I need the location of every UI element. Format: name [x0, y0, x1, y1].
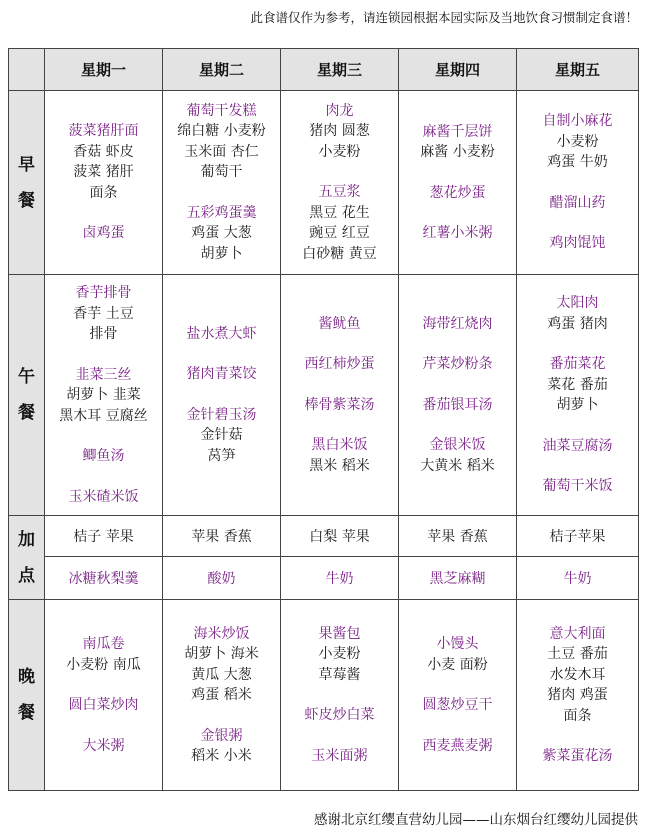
ingredient-line: 小麦粉 [318, 143, 361, 160]
dinner-row [9, 600, 639, 791]
dish-name: 盐水煮大虾 [186, 325, 257, 342]
credit-note: 感谢北京红缨直营幼儿园——山东烟台红缨幼儿园提供 [314, 812, 638, 828]
lunch-cell [45, 275, 163, 516]
dish-name: 金针碧玉汤 [186, 406, 257, 423]
dish-name: 葱花炒蛋 [429, 184, 486, 201]
ingredient-line: 排骨 [89, 326, 118, 342]
dish-name: 大米粥 [82, 737, 125, 754]
dish-name: 金银粥 [200, 727, 243, 744]
ingredient-line: 黑米 稻米 [309, 457, 370, 474]
dish-name: 玉米面粥 [311, 747, 368, 764]
breakfast-cell [399, 91, 517, 275]
ingredient-line: 小麦粉 [556, 133, 599, 150]
dish-name: 卤鸡蛋 [82, 225, 125, 242]
ingredient-line: 土豆 番茄 [547, 646, 608, 662]
dish-name: 棒骨紫菜汤 [304, 396, 375, 413]
ingredient-line: 水发木耳 [549, 666, 606, 683]
breakfast-cell [163, 91, 281, 275]
ingredient-line: 大黄米 稻米 [420, 457, 495, 474]
day-header: 星期五 [517, 49, 639, 91]
ingredient-line: 菜花 番茄 [547, 376, 608, 393]
ingredient-line: 莴笋 [207, 447, 236, 464]
dish-name: 圆白菜炒肉 [68, 697, 139, 713]
header-corner [9, 49, 45, 91]
dish-name: 虾皮炒白菜 [304, 707, 375, 724]
ingredient-line: 香菇 虾皮 [73, 143, 134, 160]
dish-name: 韭菜三丝 [75, 366, 132, 383]
snack-fruit-cell: 白梨 苹果 [281, 516, 399, 557]
ingredient-line: 猪肉 鸡蛋 [547, 687, 608, 703]
lunch-cell [163, 275, 281, 516]
dinner-cell [399, 600, 517, 791]
snack-drink-row [9, 557, 639, 600]
ingredient-line: 玉米面 杏仁 [184, 143, 259, 160]
breakfast-cell [517, 91, 639, 275]
breakfast-cell [45, 91, 163, 275]
dish-name: 西麦燕麦粥 [422, 737, 493, 754]
dish-name: 海米炒饭 [193, 625, 250, 642]
dish-name: 酱鱿鱼 [318, 315, 361, 332]
snack-drink-cell: 牛奶 [281, 557, 399, 600]
lunch-cell [399, 275, 517, 516]
dish-name: 西红柿炒蛋 [304, 356, 375, 373]
dinner-cell [517, 600, 639, 791]
meal-label-breakfast [9, 91, 45, 275]
day-header: 星期二 [163, 49, 281, 91]
snack-fruit-cell: 桔子苹果 [517, 516, 639, 557]
dish-name: 葡萄干发糕 [186, 102, 257, 119]
lunch-row [9, 275, 639, 516]
ingredient-line: 豌豆 红豆 [309, 225, 370, 242]
ingredient-line: 鸡蛋 大葱 [191, 225, 252, 242]
ingredient-line: 胡萝卜 海米 [184, 646, 259, 662]
ingredient-line: 小麦 面粉 [427, 656, 488, 673]
dish-name: 黑白米饭 [311, 437, 368, 454]
dish-name: 红薯小米粥 [422, 225, 493, 241]
ingredient-line: 鸡蛋 猪肉 [547, 315, 608, 332]
meal-label-dinner [9, 600, 45, 791]
dish-name: 菠菜猪肝面 [68, 123, 139, 140]
ingredient-line: 麻酱 小麦粉 [420, 144, 495, 160]
dish-name: 猪肉青菜饺 [186, 366, 257, 383]
ingredient-line: 稻米 小米 [191, 748, 252, 764]
snack-drink-cell: 冰糖秋梨羹 [45, 557, 163, 600]
ingredient-line: 香芋 土豆 [73, 305, 134, 322]
dish-name: 番茄银耳汤 [422, 396, 493, 413]
weekly-menu-table [8, 48, 639, 791]
ingredient-line: 绵白糖 小麦粉 [177, 123, 266, 140]
ingredient-line: 猪肉 圆葱 [309, 123, 370, 140]
dish-name: 芹菜炒粉条 [422, 356, 493, 373]
dish-name: 鸡肉馄饨 [549, 235, 606, 252]
dish-name: 海带红烧肉 [422, 315, 493, 332]
lunch-cell [281, 275, 399, 516]
snack-drink-cell: 酸奶 [163, 557, 281, 600]
meal-label-text: 晚 餐 [18, 667, 35, 723]
dish-name: 南瓜卷 [82, 636, 125, 652]
day-header: 星期四 [399, 49, 517, 91]
ingredient-line: 葡萄干 [200, 164, 243, 181]
meal-label-lunch [9, 275, 45, 516]
meal-label-snack [9, 516, 45, 600]
ingredient-line: 白砂糖 黄豆 [302, 245, 377, 262]
dish-name: 太阳肉 [556, 295, 599, 312]
snack-fruit-cell: 桔子 苹果 [45, 516, 163, 557]
dish-name: 油菜豆腐汤 [542, 437, 613, 454]
ingredient-line: 胡萝卜 [556, 397, 599, 414]
meal-label-text: 早 餐 [18, 154, 35, 211]
ingredient-line: 胡萝卜 [200, 245, 243, 262]
dish-name: 醋溜山药 [549, 194, 606, 211]
dinner-cell [163, 600, 281, 791]
snack-drink-cell: 牛奶 [517, 557, 639, 600]
meal-label-text: 加 点 [18, 529, 35, 586]
snack-fruit-cell: 苹果 香蕉 [163, 516, 281, 557]
dish-name: 鲫鱼汤 [82, 448, 125, 464]
ingredient-line: 黑木耳 豆腐丝 [59, 407, 148, 424]
ingredient-line: 鸡蛋 稻米 [191, 687, 252, 703]
dish-name: 五豆浆 [318, 184, 361, 201]
dish-name: 小馒头 [436, 636, 479, 652]
disclaimer-note: 此食谱仅作为参考，请连锁园根据本园实际及当地饮食习惯制定食谱！ [250, 10, 638, 25]
dish-name: 番茄菜花 [549, 356, 606, 373]
dish-name: 紫菜蛋花汤 [542, 748, 613, 764]
snack-fruit-row [9, 516, 639, 557]
header-row [9, 49, 639, 91]
ingredient-line: 面条 [563, 707, 592, 724]
ingredient-line: 小麦粉 [318, 646, 361, 663]
ingredient-line: 小麦粉 南瓜 [66, 656, 141, 673]
ingredient-line: 胡萝卜 韭菜 [66, 387, 141, 403]
meal-label-text: 午 餐 [18, 367, 35, 423]
dish-name: 金银米饭 [429, 437, 486, 454]
ingredient-line: 金针菇 [200, 427, 243, 444]
dish-name: 自制小麻花 [542, 113, 613, 130]
dish-name: 意大利面 [549, 625, 606, 642]
dinner-cell [281, 600, 399, 791]
dish-name: 肉龙 [325, 102, 354, 119]
dish-name: 玉米碴米饭 [68, 488, 139, 505]
ingredient-line: 黄瓜 大葱 [191, 666, 252, 683]
dish-name: 圆葱炒豆干 [422, 697, 493, 713]
ingredient-line: 黑豆 花生 [309, 204, 370, 221]
ingredient-line: 菠菜 猪肝 [73, 164, 134, 181]
dish-name: 麻酱千层饼 [422, 123, 493, 140]
breakfast-cell [281, 91, 399, 275]
snack-drink-cell: 黑芝麻糊 [399, 557, 517, 600]
ingredient-line: 草莓酱 [318, 666, 361, 683]
snack-fruit-cell: 苹果 香蕉 [399, 516, 517, 557]
ingredient-line: 面条 [89, 184, 118, 201]
dish-name: 果酱包 [318, 625, 361, 642]
dish-name: 五彩鸡蛋羹 [186, 204, 257, 221]
dish-name: 葡萄干米饭 [542, 478, 613, 495]
ingredient-line: 鸡蛋 牛奶 [547, 154, 608, 171]
day-header: 星期一 [45, 49, 163, 91]
day-header: 星期三 [281, 49, 399, 91]
breakfast-row [9, 91, 639, 275]
dish-name: 香芋排骨 [75, 285, 132, 301]
dinner-cell [45, 600, 163, 791]
lunch-cell [517, 275, 639, 516]
